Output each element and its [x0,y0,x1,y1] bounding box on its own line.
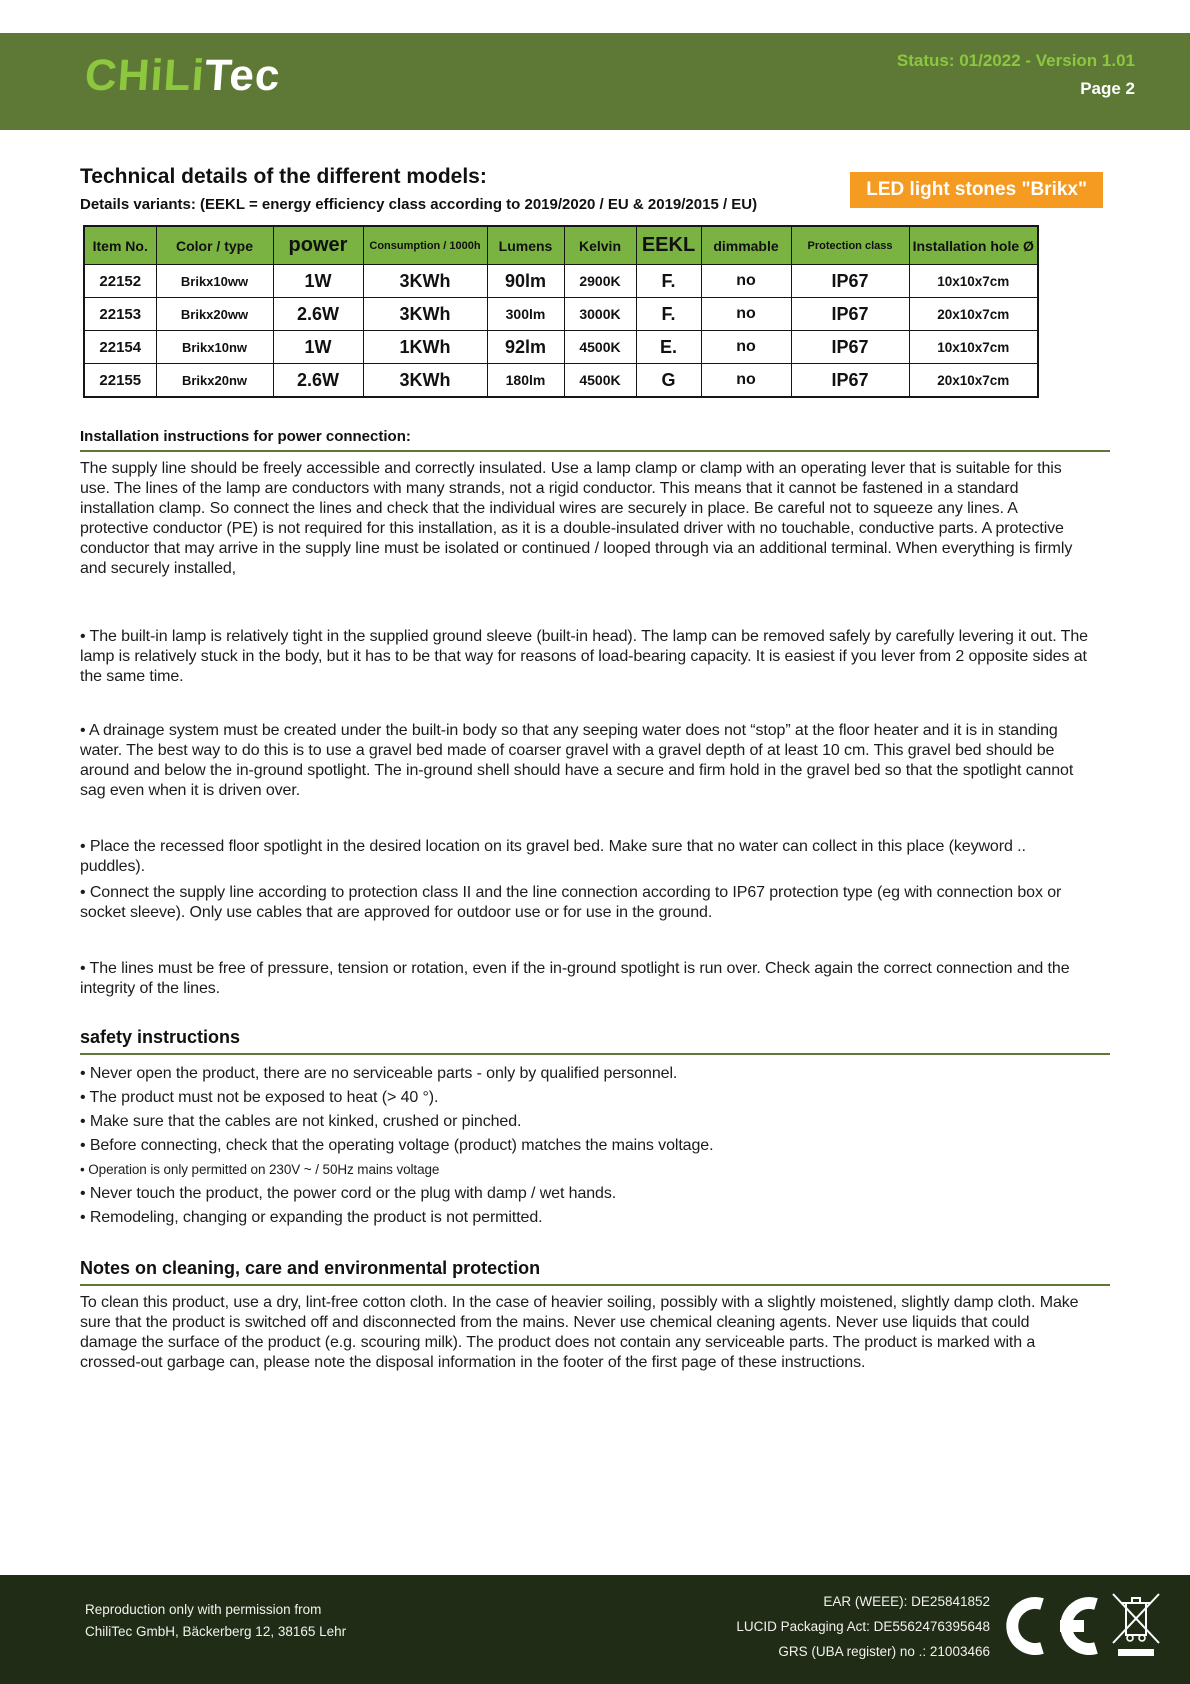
col-power: power [273,226,363,265]
cell-kelvin: 3000K [564,298,636,331]
cell-power: 1W [273,331,363,364]
cell-item-no: 22152 [84,265,156,298]
footer-lucid-number: LUCID Packaging Act: DE5562476395648 [736,1619,990,1634]
col-installation-hole: Installation hole Ø [909,226,1038,265]
cell-lumens: 92lm [487,331,564,364]
variants-subtitle: Details variants: (EEKL = energy efficiency class according to 2019/2020 / EU & 2019/2015 / EU) [80,196,758,213]
cell-kelvin: 4500K [564,364,636,398]
footer-compliance-marks [1002,1591,1162,1666]
cell-color-type: Brikx20nw [156,364,273,398]
logo-text-white: Tec [203,51,283,100]
footer-left-line2: ChiliTec GmbH, Bäckerberg 12, 38165 Lehr [85,1624,347,1639]
cell-eekl: F. [636,265,701,298]
cell-protection: IP67 [791,331,909,364]
cell-hole: 10x10x7cm [909,265,1038,298]
cell-color-type: Brikx10ww [156,265,273,298]
col-consumption: Consumption / 1000h [363,226,487,265]
cell-consumption: 3KWh [363,364,487,398]
cell-power: 2.6W [273,298,363,331]
table-row [84,298,1038,331]
safety-bullet: • Before connecting, check that the operating voltage (product) matches the mains voltage. [80,1137,714,1154]
product-badge: LED light stones "Brikx" [850,172,1103,208]
cell-eekl: E. [636,331,701,364]
page-content [80,148,1110,1373]
footer-registration-info [736,1589,990,1664]
cell-lumens: 180lm [487,364,564,398]
cell-hole: 10x10x7cm [909,331,1038,364]
install-bullet: • The lines must be free of pressure, tension or rotation, even if the in-ground spotlight is run over. Check again the correct connection and the integrity of the lines. [80,960,1070,997]
table-header-row [84,226,1038,265]
page-header [0,33,1190,130]
safety-bullet: • Never touch the product, the power cord or the plug with damp / wet hands. [80,1185,617,1202]
cell-dimmable: no [701,265,791,298]
footer-company-info [85,1599,346,1643]
cell-protection: IP67 [791,298,909,331]
safety-bullet: • Operation is only permitted on 230V ~ / 50Hz mains voltage [80,1162,440,1177]
header-meta [897,51,1135,99]
ce-mark-icon [1002,1596,1102,1661]
safety-bullet: • Make sure that the cables are not kinked, crushed or pinched. [80,1113,522,1130]
logo-text-green: CHiLi [83,51,207,100]
cell-eekl: G [636,364,701,398]
install-bullet: • A drainage system must be created under the built-in body so that any seeping water does not “stop” at the floor heater and it is in standing water. The best way to do this is to use a gravel bed made of coarser gravel with a gravel depth of at least 10 cm. This gravel bed should be around and below the in-ground spotlight. The in-ground shell should have a secure and firm hold in the gravel bed so that the spotlight cannot sag even when it is driven over. [80,722,1074,799]
cell-dimmable: no [701,364,791,398]
table-row [84,364,1038,398]
col-item-no: Item No. [84,226,156,265]
safety-section-heading: safety instructions [80,1027,241,1047]
col-dimmable: dimmable [701,226,791,265]
cell-consumption: 1KWh [363,331,487,364]
col-lumens: Lumens [487,226,564,265]
cell-power: 2.6W [273,364,363,398]
cell-item-no: 22154 [84,331,156,364]
models-table [83,225,1039,398]
cell-hole: 20x10x7cm [909,298,1038,331]
cell-color-type: Brikx20ww [156,298,273,331]
section-divider [80,450,1110,452]
cell-consumption: 3KWh [363,265,487,298]
cell-item-no: 22155 [84,364,156,398]
cell-color-type: Brikx10nw [156,331,273,364]
page-footer [0,1575,1190,1684]
section-divider [80,1053,1110,1055]
col-color-type: Color / type [156,226,273,265]
status-version-label: Status: 01/2022 - Version 1.01 [896,51,1135,70]
weee-crossed-out-bin-icon [1110,1591,1162,1666]
cell-protection: IP67 [791,265,909,298]
col-kelvin: Kelvin [564,226,636,265]
safety-bullet: • Remodeling, changing or expanding the product is not permitted. [80,1209,543,1226]
install-section-heading: Installation instructions for power connection: [80,428,411,445]
table-row [84,331,1038,364]
safety-bullet: • The product must not be exposed to heat (> 40 °). [80,1089,439,1106]
page-number-label: Page 2 [1080,79,1135,98]
cell-protection: IP67 [791,364,909,398]
install-bullet: • Connect the supply line according to protection class II and the line connection according to IP67 protection type (eg with connection box or socket sleeve). Only use cables that are approved for outdoor use or for use in the ground. [80,884,1062,921]
table-row [84,265,1038,298]
cell-kelvin: 2900K [564,265,636,298]
section-divider [80,1284,1110,1286]
cleaning-section-heading: Notes on cleaning, care and environmental protection [80,1258,541,1278]
cell-dimmable: no [701,298,791,331]
title-row [80,165,1110,200]
cell-lumens: 300lm [487,298,564,331]
safety-bullet: • Never open the product, there are no serviceable parts - only by qualified personnel. [80,1065,678,1082]
cleaning-paragraph: To clean this product, use a dry, lint-free cotton cloth. In the case of heavier soiling, possibly with a slightly moistened, slightly damp cloth. Make sure that the product is switched off and disconnected from the mains. Never use chemical cleaning agents. Never use liquids that could damage the surface of the product (e.g. scouring milk). The product does not contain any serviceable parts. The product is marked with a crossed-out garbage can, please note the disposal information in the footer of the first page of these instructions. [80,1294,1079,1371]
cell-eekl: F. [636,298,701,331]
chilitec-logo [83,51,283,100]
footer-ear-number: EAR (WEEE): DE25841852 [823,1594,990,1609]
cell-item-no: 22153 [84,298,156,331]
install-bullet: • Place the recessed floor spotlight in the desired location on its gravel bed. Make sure that no water can collect in this place (keyword .. puddles). [80,838,1026,875]
col-eekl: EEKL [636,226,701,265]
install-bullet: • The built-in lamp is relatively tight in the supplied ground sleeve (built-in head). The lamp can be removed safely by carefully levering it out. The lamp is relatively stuck in the body, but it has to be that way for reasons of load-bearing capacity. It is easiest if you lever from 2 opposite sides at the same time. [80,628,1088,685]
cell-lumens: 90lm [487,265,564,298]
page-title: Technical details of the different models: [80,165,487,188]
cell-hole: 20x10x7cm [909,364,1038,398]
footer-left-line1: Reproduction only with permission from [85,1602,322,1617]
safety-bullet-list [80,1062,1110,1230]
install-intro-paragraph: The supply line should be freely accessible and correctly insulated. Use a lamp clamp or clamp with an operating lever that is suitable for this use. The lines of the lamp are conductors with many strands, not a rigid conductor. This means that it cannot be fastened in a standard installation clamp. So connect the lines and check that the individual wires are securely in place. Be careful not to squeeze any lines. A protective conductor (PE) is not required for this installation, as it is a double-insulated driver with no touchable, conductive parts. A protective conductor that may arrive in the supply line must be isolated or continued / looped through via an additional terminal. When everything is firmly and securely installed, [80,460,1073,577]
cell-consumption: 3KWh [363,298,487,331]
cell-kelvin: 4500K [564,331,636,364]
cell-power: 1W [273,265,363,298]
cell-dimmable: no [701,331,791,364]
footer-grs-number: GRS (UBA register) no .: 21003466 [778,1644,990,1659]
col-protection-class: Protection class [791,226,909,265]
